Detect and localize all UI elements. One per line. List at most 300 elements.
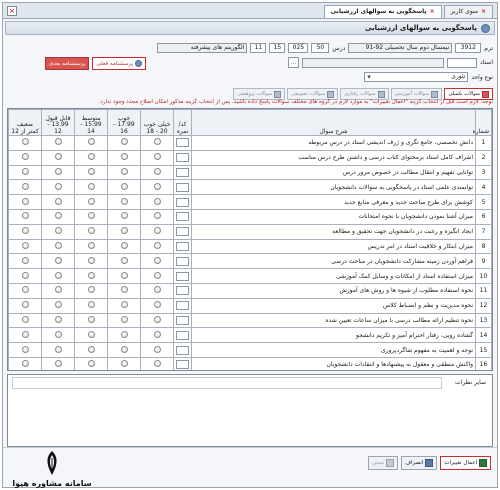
answer-code-input[interactable] (176, 316, 189, 325)
rating-radio[interactable] (22, 331, 29, 338)
answer-cell (174, 328, 192, 343)
bottom-bar (3, 447, 497, 487)
option-cell (9, 269, 42, 284)
comments-input[interactable] (12, 377, 442, 389)
rating-radio[interactable] (88, 286, 95, 293)
logo-text: سامانه مشاوره هیوا (12, 479, 92, 488)
answer-code-input[interactable] (176, 138, 189, 147)
table-row (9, 298, 492, 313)
table-row (9, 357, 492, 371)
rating-radio[interactable] (88, 227, 95, 234)
option-cell (42, 195, 75, 210)
question-number: 3 (476, 165, 492, 180)
option-cell (108, 298, 141, 313)
table-header-row (9, 110, 492, 136)
column-header-option: خوب 17.99 - 16 (108, 110, 141, 136)
answer-code-input[interactable] (176, 242, 189, 251)
option-cell (141, 180, 174, 195)
option-cell (108, 254, 141, 269)
rating-radio[interactable] (55, 227, 62, 234)
question-number: 12 (476, 298, 492, 313)
option-cell (75, 224, 108, 239)
term-course-row (7, 43, 493, 53)
option-cell (108, 239, 141, 254)
rating-radio[interactable] (88, 138, 95, 145)
rating-radio[interactable] (154, 198, 161, 205)
column-header-option: خیلی خوب 20 - 18 (141, 110, 174, 136)
option-cell (42, 254, 75, 269)
course-code-part[interactable]: 15 (269, 43, 285, 53)
apply-changes-button[interactable]: اعمال تغییرات (440, 456, 491, 470)
unit-type-select[interactable]: ▾ تئوری (364, 72, 468, 82)
answer-cell (174, 269, 192, 284)
option-cell (9, 313, 42, 328)
question-text: توانمندی علمی استاد در پاسخگویی به سوالات دانشجویان (192, 180, 476, 195)
option-cell (42, 150, 75, 165)
tab-supplementary-questions[interactable]: سوالات تکمیلی (444, 88, 493, 100)
answer-code-input[interactable] (176, 301, 189, 310)
question-number: 11 (476, 283, 492, 298)
tab-label: منوی کاربر (450, 8, 478, 15)
answer-code-input[interactable] (176, 212, 189, 221)
option-cell (75, 254, 108, 269)
rating-radio[interactable] (55, 272, 62, 279)
answer-code-input[interactable] (176, 168, 189, 177)
table-row (9, 254, 492, 269)
unit-type-label: نوع واحد (471, 73, 493, 81)
rating-radio[interactable] (154, 272, 161, 279)
question-text: نحوه استفاده مطلوب از شیوه ها و روش های آموزش (192, 283, 476, 298)
rating-radio[interactable] (154, 183, 161, 190)
rating-radio[interactable] (22, 272, 29, 279)
info-icon (481, 24, 490, 33)
option-cell (141, 328, 174, 343)
answer-cell (174, 298, 192, 313)
option-cell (141, 298, 174, 313)
comments-panel (7, 374, 493, 447)
rating-radio[interactable] (55, 360, 62, 367)
question-number: 4 (476, 180, 492, 195)
rating-radio[interactable] (22, 227, 29, 234)
course-code-part[interactable]: 50 (311, 43, 329, 53)
save-icon (479, 459, 487, 467)
option-cell (141, 283, 174, 298)
rating-radio[interactable] (121, 138, 128, 145)
option-cell (108, 180, 141, 195)
option-cell (9, 298, 42, 313)
question-text: میزان آشنا نمودن دانشجویان با نحوه امتحانات (192, 209, 476, 224)
rating-radio[interactable] (154, 257, 161, 264)
rating-radio[interactable] (154, 360, 161, 367)
rating-radio[interactable] (121, 212, 128, 219)
rating-radio[interactable] (121, 242, 128, 249)
cancel-button[interactable]: انصراف (401, 456, 437, 470)
course-name: الگوریتم های پیشرفته (157, 43, 247, 53)
table-row (9, 313, 492, 328)
option-cell (42, 357, 75, 371)
course-code-part[interactable]: 11 (250, 43, 266, 53)
option-cell (42, 343, 75, 358)
answer-cell (174, 313, 192, 328)
rating-radio[interactable] (88, 331, 95, 338)
rating-radio[interactable] (55, 346, 62, 353)
answer-cell (174, 224, 192, 239)
question-text: ایجاد انگیزه و رغبت در دانشجویان جهت تحقیق و مطالعه (192, 224, 476, 239)
rating-radio[interactable] (55, 286, 62, 293)
option-cell (9, 283, 42, 298)
rating-radio[interactable] (121, 257, 128, 264)
option-cell (141, 209, 174, 224)
rating-radio[interactable] (22, 153, 29, 160)
answer-cell (174, 209, 192, 224)
rating-radio[interactable] (22, 138, 29, 145)
question-number: 6 (476, 209, 492, 224)
question-number: 7 (476, 224, 492, 239)
option-cell (42, 165, 75, 180)
rating-radio[interactable] (121, 183, 128, 190)
rating-radio[interactable] (22, 168, 29, 175)
instructor-code-field[interactable] (447, 58, 477, 68)
rating-radio[interactable] (22, 198, 29, 205)
answer-cell (174, 357, 192, 371)
rating-radio[interactable] (121, 301, 128, 308)
option-cell (75, 136, 108, 151)
rating-radio[interactable] (55, 316, 62, 323)
document-icon (135, 60, 142, 67)
answer-code-input[interactable] (176, 331, 189, 340)
answer-cell (174, 150, 192, 165)
question-text: اشراف کامل استاد برمحتوای کتاب درسی و داشتن طرح درس مناسب (192, 150, 476, 165)
app-window (2, 2, 498, 488)
option-cell (141, 239, 174, 254)
answer-code-input[interactable] (176, 183, 189, 192)
option-cell (141, 224, 174, 239)
rating-radio[interactable] (121, 227, 128, 234)
close-icon (386, 459, 394, 467)
answer-cell (174, 165, 192, 180)
instructor-name (302, 58, 444, 68)
rating-radio[interactable] (88, 212, 95, 219)
question-text: واکنش منطقی و معقول به پیشنهادها و انتقادات دانشجویان (192, 357, 476, 371)
rating-radio[interactable] (121, 168, 128, 175)
rating-radio[interactable] (22, 212, 29, 219)
rating-radio[interactable] (22, 316, 29, 323)
term-label: ترم (484, 44, 493, 52)
questions-table (7, 108, 493, 371)
rating-radio[interactable] (22, 301, 29, 308)
rating-radio[interactable] (88, 242, 95, 249)
term-code-field[interactable]: 3912 (455, 43, 481, 53)
rating-radio[interactable] (154, 316, 161, 323)
instructor-label: استاد (479, 59, 493, 66)
rating-radio[interactable] (121, 272, 128, 279)
column-header-option: متوسط 15.99 - 14 (75, 110, 108, 136)
question-text: فراهم آوردن زمینه مشارکت دانشجویان در مباحث درسی (192, 254, 476, 269)
rating-radio[interactable] (88, 153, 95, 160)
rating-radio[interactable] (154, 227, 161, 234)
rating-radio[interactable] (121, 316, 128, 323)
option-cell (141, 195, 174, 210)
rating-radio[interactable] (154, 138, 161, 145)
question-text: گشاده رویی، رفتار احترام آمیز و تکریم دانشجو (192, 328, 476, 343)
answer-cell (174, 239, 192, 254)
rating-radio[interactable] (121, 153, 128, 160)
close-all-icon[interactable]: × (7, 6, 17, 16)
rating-radio[interactable] (121, 286, 128, 293)
option-cell (108, 136, 141, 151)
rating-radio[interactable] (88, 301, 95, 308)
answer-code-input[interactable] (176, 227, 189, 236)
rating-radio[interactable] (55, 257, 62, 264)
option-cell (108, 195, 141, 210)
table-row (9, 195, 492, 210)
option-cell (9, 195, 42, 210)
rating-radio[interactable] (55, 183, 62, 190)
rating-radio[interactable] (22, 183, 29, 190)
close-button[interactable]: بستن (368, 456, 398, 470)
option-cell (75, 313, 108, 328)
rating-radio[interactable] (88, 198, 95, 205)
question-number: 8 (476, 239, 492, 254)
option-cell (42, 328, 75, 343)
option-cell (108, 283, 141, 298)
unit-type-row (7, 72, 493, 82)
option-cell (75, 150, 108, 165)
option-cell (42, 180, 75, 195)
question-text: توجه و اهمیت به مفهوم شاگردپروری (192, 343, 476, 358)
option-cell (141, 254, 174, 269)
tab-evaluation[interactable] (324, 5, 442, 18)
option-cell (108, 150, 141, 165)
option-cell (75, 165, 108, 180)
question-number: 15 (476, 343, 492, 358)
logo (7, 450, 97, 488)
question-number: 9 (476, 254, 492, 269)
checklist-icon (327, 91, 334, 98)
rating-radio[interactable] (55, 198, 62, 205)
rating-radio[interactable] (88, 257, 95, 264)
rating-radio[interactable] (88, 346, 95, 353)
option-cell (75, 298, 108, 313)
rating-radio[interactable] (154, 301, 161, 308)
question-number: 1 (476, 136, 492, 151)
option-cell (108, 165, 141, 180)
tab-educational-questions[interactable]: سوالات آموزشی (391, 88, 443, 100)
close-icon[interactable]: × (480, 8, 486, 15)
logo-mark-icon (40, 450, 64, 476)
answer-cell (174, 343, 192, 358)
option-cell (42, 283, 75, 298)
table-row (9, 328, 492, 343)
undo-icon (425, 459, 433, 467)
option-cell (9, 136, 42, 151)
answer-cell (174, 180, 192, 195)
option-cell (42, 298, 75, 313)
option-cell (141, 136, 174, 151)
option-cell (75, 328, 108, 343)
comments-label: سایر نظرات (455, 379, 486, 386)
option-cell (9, 165, 42, 180)
column-header-option: قابل قبول 13.99 - 12 (42, 110, 75, 136)
rating-radio[interactable] (154, 286, 161, 293)
checklist-icon (482, 91, 489, 98)
option-cell (42, 239, 75, 254)
table-row (9, 150, 492, 165)
current-questionnaire-button[interactable]: پرسشنامه فعلی (92, 57, 146, 70)
answer-cell (174, 195, 192, 210)
page-title: پاسخگویی به سوالهای ارزشیابی (364, 24, 477, 32)
rating-radio[interactable] (154, 331, 161, 338)
answer-code-input[interactable] (176, 360, 189, 369)
option-cell (42, 209, 75, 224)
option-cell (9, 254, 42, 269)
option-cell (9, 150, 42, 165)
table-row (9, 239, 492, 254)
option-cell (141, 313, 174, 328)
rating-radio[interactable] (22, 286, 29, 293)
rating-radio[interactable] (22, 360, 29, 367)
table-row (9, 165, 492, 180)
option-cell (9, 209, 42, 224)
option-cell (9, 357, 42, 371)
answer-code-input[interactable] (176, 286, 189, 295)
option-cell (75, 209, 108, 224)
answer-code-input[interactable] (176, 272, 189, 281)
close-icon[interactable]: × (429, 8, 435, 15)
tab-research-questions[interactable]: سوالات پژوهشی (233, 88, 285, 100)
rating-radio[interactable] (88, 168, 95, 175)
option-cell (108, 328, 141, 343)
table-row (9, 180, 492, 195)
answer-cell (174, 136, 192, 151)
option-cell (9, 343, 42, 358)
option-cell (75, 180, 108, 195)
option-cell (9, 239, 42, 254)
option-cell (108, 343, 141, 358)
rating-radio[interactable] (55, 138, 62, 145)
question-text: میزان ابتکار و خلاقیت استاد در امر تدریس (192, 239, 476, 254)
tab-bar (3, 3, 497, 19)
column-header-number: شماره (476, 110, 492, 136)
rating-radio[interactable] (154, 153, 161, 160)
checklist-icon (378, 91, 385, 98)
answer-code-input[interactable] (176, 198, 189, 207)
option-cell (75, 283, 108, 298)
tab-behavioral-questions[interactable]: سوالات رفتاری (340, 88, 388, 100)
rating-radio[interactable] (22, 346, 29, 353)
option-cell (141, 357, 174, 371)
answer-cell (174, 254, 192, 269)
action-buttons (368, 456, 491, 470)
rating-radio[interactable] (55, 153, 62, 160)
tab-label: پاسخگویی به سوالهای ارزشیابی (330, 8, 427, 15)
option-cell (108, 224, 141, 239)
table-row (9, 136, 492, 151)
option-cell (108, 313, 141, 328)
course-code-part[interactable]: 025 (288, 43, 308, 53)
question-text: دانش تخصصی، جامع نگری و ژرف اندیشی استاد در درس مربوطه (192, 136, 476, 151)
question-text: نحوه تنظیم ارائه مطالب درسی با میزان ساعات تعیین شده (192, 313, 476, 328)
rating-radio[interactable] (154, 168, 161, 175)
warning-note: توجه: لازم است قبل از انتخاب گزینه "اعمال تغییرات" به موارد لازم در گروه های مختلف سوالات پاسخ داده باشید. پس از انتخاب گزینه مذکور امکان اصلاح مجدد وجود ندارد. (98, 99, 493, 105)
lookup-icon[interactable]: … (288, 57, 299, 68)
option-cell (42, 313, 75, 328)
question-number: 13 (476, 313, 492, 328)
question-number: 14 (476, 328, 492, 343)
option-cell (42, 136, 75, 151)
answer-code-input[interactable] (176, 153, 189, 162)
rating-radio[interactable] (121, 346, 128, 353)
questionnaire-nav (45, 57, 146, 70)
rating-radio[interactable] (154, 346, 161, 353)
option-cell (141, 343, 174, 358)
rating-radio[interactable] (154, 242, 161, 249)
option-cell (9, 328, 42, 343)
questions-body (9, 136, 492, 372)
column-header-answer: کد/نمره (174, 110, 192, 136)
question-text: نحوه مدیریت و نظم و انضباط کلاس (192, 298, 476, 313)
option-cell (75, 239, 108, 254)
answer-code-input[interactable] (176, 257, 189, 266)
option-cell (141, 150, 174, 165)
option-cell (9, 180, 42, 195)
answer-cell (174, 283, 192, 298)
course-label: درس (332, 44, 346, 52)
question-number: 2 (476, 150, 492, 165)
rating-radio[interactable] (55, 331, 62, 338)
question-text: میزان استفاده استاد از امکانات و وسایل کمک آموزشی (192, 269, 476, 284)
rating-radio[interactable] (55, 301, 62, 308)
column-header-option: ضعیف کمتر از 12 (9, 110, 42, 136)
rating-radio[interactable] (22, 242, 29, 249)
rating-radio[interactable] (88, 316, 95, 323)
rating-radio[interactable] (154, 212, 161, 219)
option-cell (75, 195, 108, 210)
rating-radio[interactable] (55, 168, 62, 175)
table-row (9, 269, 492, 284)
option-cell (75, 343, 108, 358)
option-cell (108, 209, 141, 224)
checklist-icon (274, 91, 281, 98)
option-cell (141, 269, 174, 284)
question-text: توانایی تفهیم و انتقال مطالب در خصوص مرور درس (192, 165, 476, 180)
option-cell (108, 269, 141, 284)
tab-user-menu[interactable] (444, 5, 493, 18)
question-text: کوشش برای طرح مباحث جدید و معرفی منابع جدید (192, 195, 476, 210)
table-row (9, 224, 492, 239)
answer-code-input[interactable] (176, 346, 189, 355)
column-header-question: شرح سوال (192, 110, 476, 136)
question-number: 16 (476, 357, 492, 371)
rating-radio[interactable] (22, 257, 29, 264)
question-number: 5 (476, 195, 492, 210)
rating-radio[interactable] (55, 212, 62, 219)
page-title-bar (5, 21, 495, 35)
rating-radio[interactable] (88, 183, 95, 190)
tab-encouragement-questions[interactable]: سوالات تشویقی (287, 88, 338, 100)
rating-radio[interactable] (121, 198, 128, 205)
rating-radio[interactable] (55, 242, 62, 249)
rating-radio[interactable] (121, 331, 128, 338)
question-number: 10 (476, 269, 492, 284)
table-row (9, 283, 492, 298)
rating-radio[interactable] (121, 360, 128, 367)
rating-radio[interactable] (88, 272, 95, 279)
next-questionnaire-button[interactable]: پرسشنامه بعدی (45, 57, 89, 70)
rating-radio[interactable] (88, 360, 95, 367)
option-cell (141, 165, 174, 180)
option-cell (42, 269, 75, 284)
